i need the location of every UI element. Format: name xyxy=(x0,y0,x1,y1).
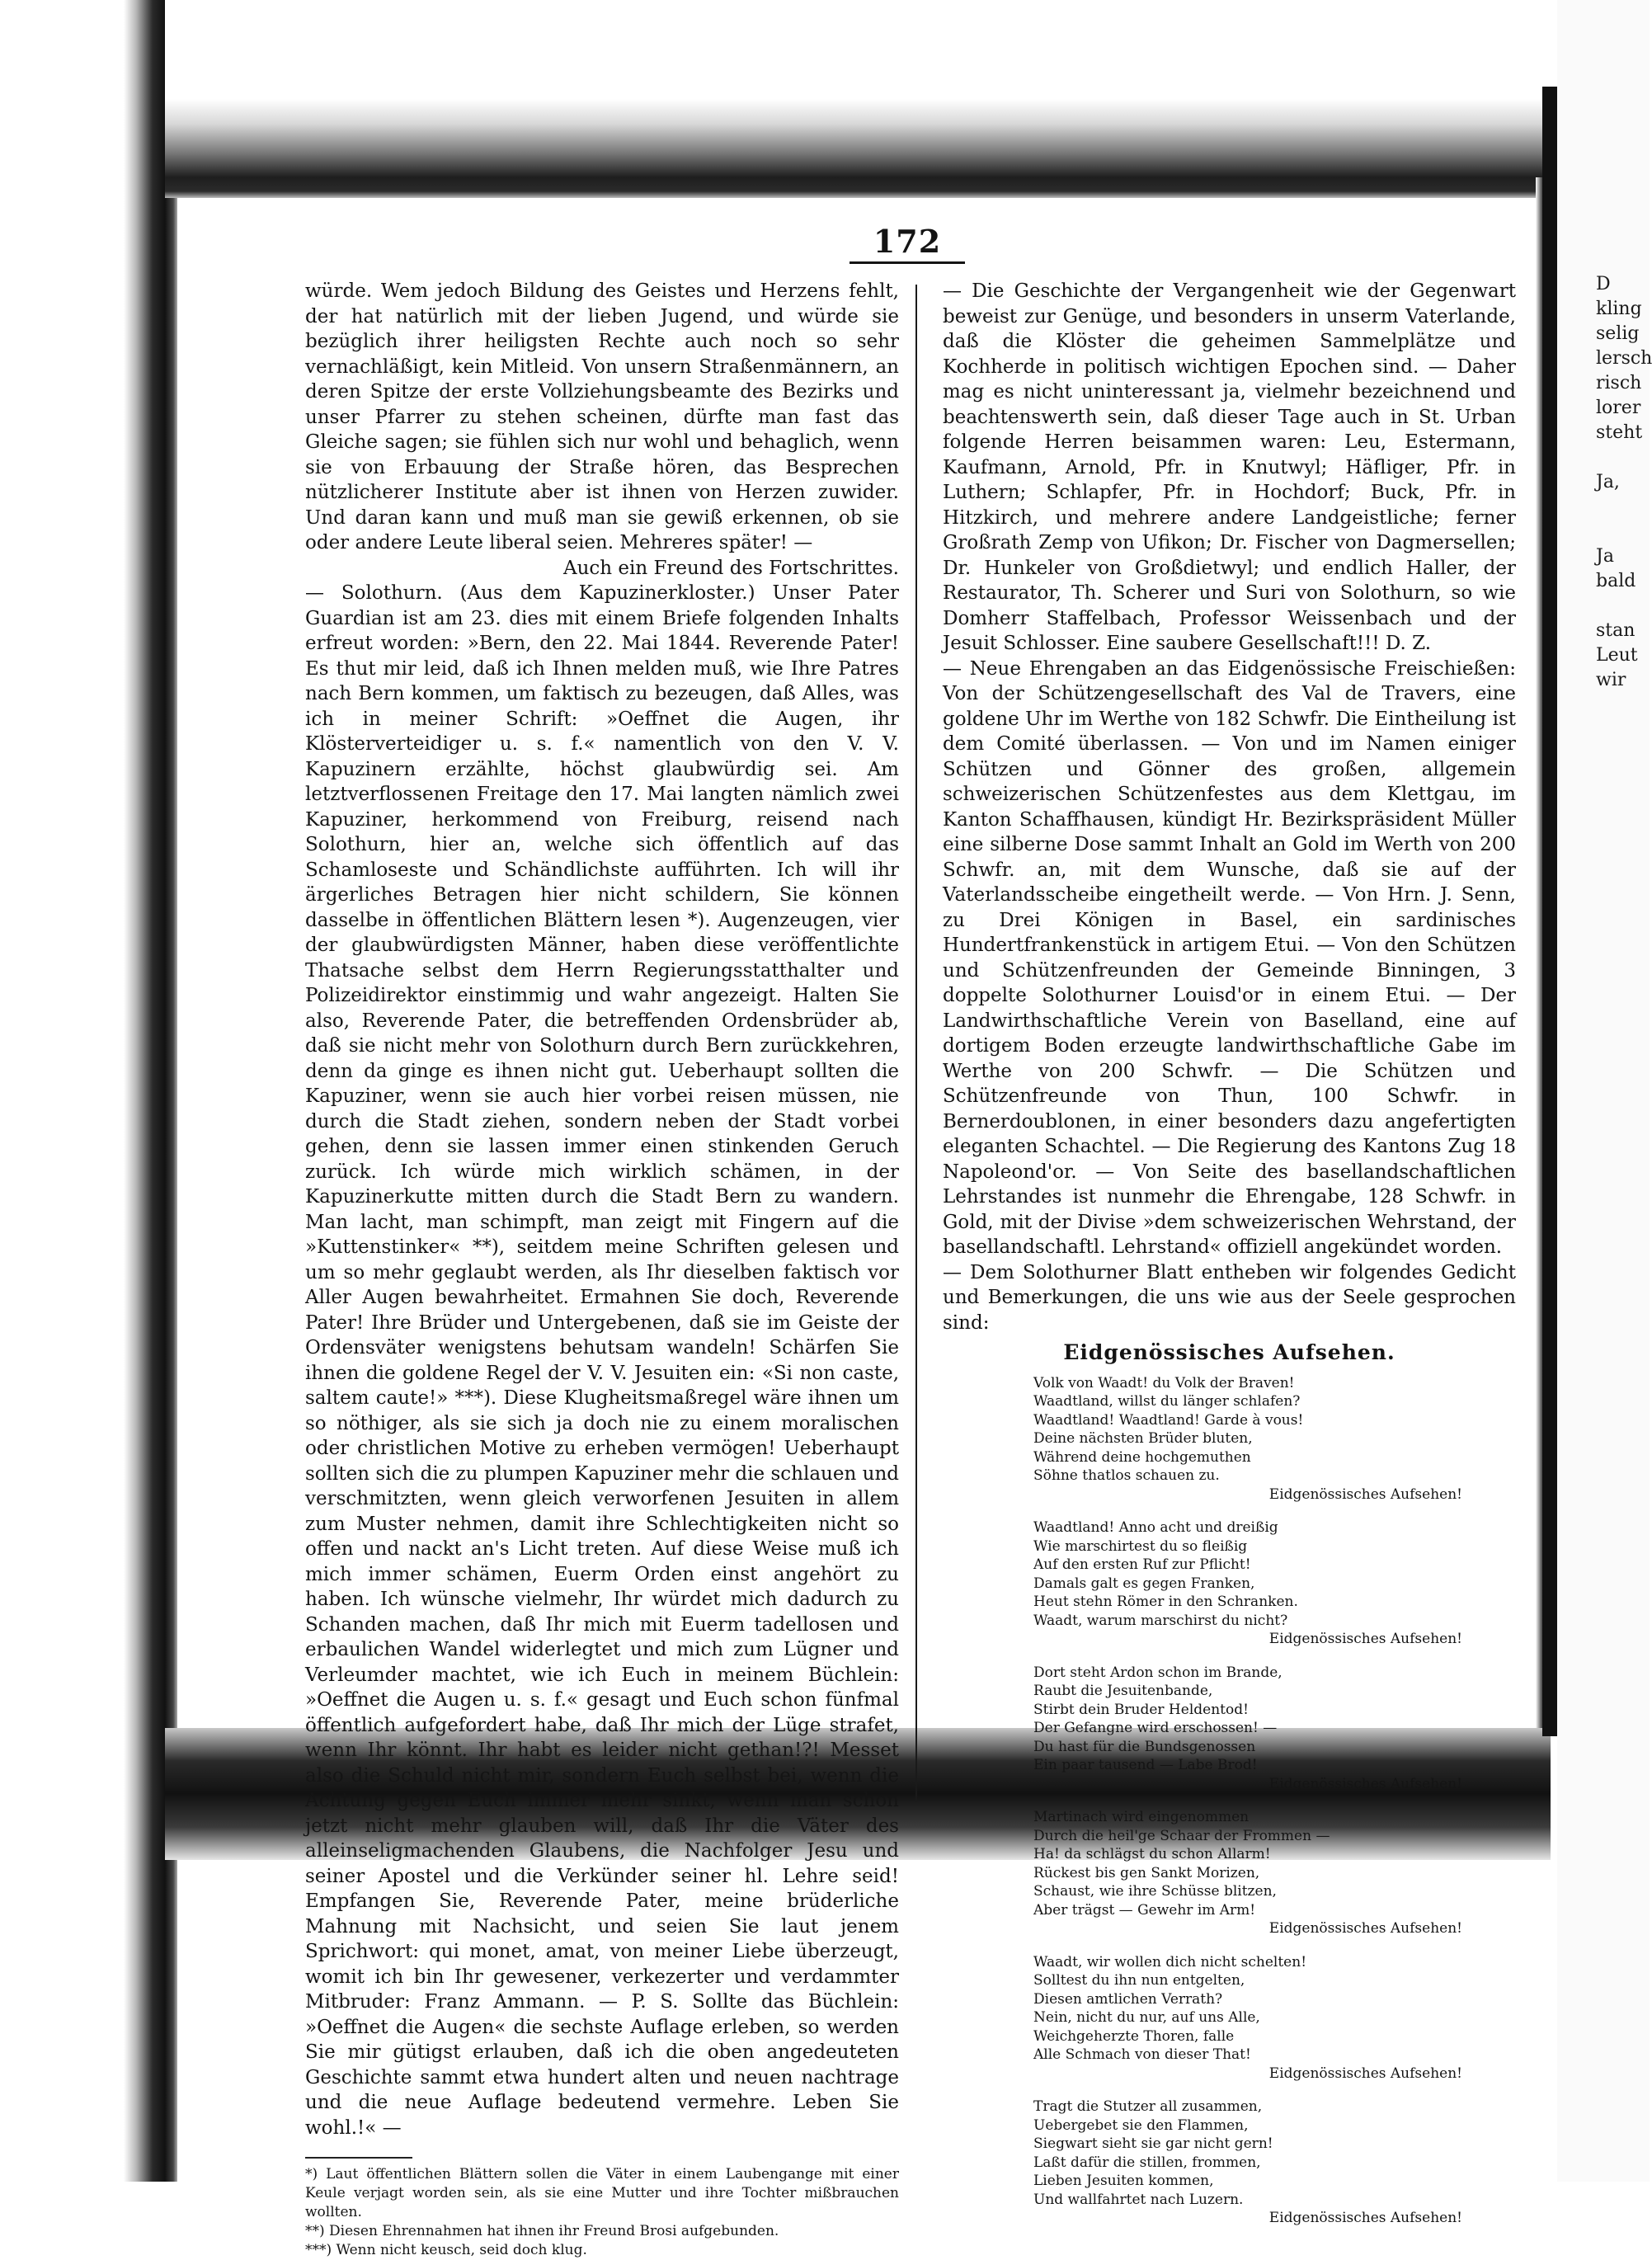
poem-stanza xyxy=(1033,1808,1516,1938)
article-signature: Auch ein Freund des Fortschrittes. xyxy=(562,557,899,579)
footnote: ***) Wenn nicht keusch, seid doch klug. xyxy=(305,2242,587,2258)
poem-line: Auf den ersten Ruf zur Pflicht! xyxy=(1033,1556,1251,1573)
poem-refrain: Eidgenössisches Aufsehen! xyxy=(1268,2210,1462,2226)
footnote-rule xyxy=(305,2157,412,2159)
binding-bar xyxy=(1542,87,1557,1736)
poem-line: Du hast für die Bundsgenossen xyxy=(1033,1738,1256,1755)
poem-line: Ein paar tausend — Labe Brod! xyxy=(1033,1757,1258,1773)
poem-line: Wie marschirtest du so fleißig xyxy=(1033,1537,1248,1555)
poem-line: Lieben Jesuiten kommen, xyxy=(1033,2173,1214,2189)
poem-line: Uebergebet sie den Flammen, xyxy=(1033,2116,1249,2134)
poem-line: Heut stehn Römer in den Schranken. xyxy=(1033,1594,1298,1610)
poem-stanza xyxy=(1033,1374,1516,1504)
fragment: stan xyxy=(1596,620,1636,641)
fragment: bald xyxy=(1596,571,1636,591)
fragment xyxy=(1596,445,1645,470)
poem-line: Volk von Waadt! du Volk der Braven! xyxy=(1033,1374,1295,1391)
fragment: Leut xyxy=(1596,645,1638,666)
fragment: wir xyxy=(1596,670,1626,690)
poem-line: Durch die heil'ge Schaar der Frommen — xyxy=(1033,1827,1330,1844)
poem-line: Und wallfahrtet nach Luzern. xyxy=(1033,2191,1244,2208)
fragment: steht xyxy=(1596,422,1643,443)
fragment xyxy=(1596,495,1645,520)
footnote: *) Laut öffentlichen Blättern sollen die Väter in einem Laubengange mit einer Keule verjagt worden sein, als sie eine Mutter und ihre Tochter mißbrauchen wollten. xyxy=(305,2166,899,2220)
poem-line: Aber trägst — Gewehr im Arm! xyxy=(1033,1901,1256,1919)
poem-line: Waadtland, willst du länger schlafen? xyxy=(1033,1393,1301,1410)
poem-stanza xyxy=(1033,2098,1516,2228)
poem-line: Siegwart sieht sie gar nicht gern! xyxy=(1033,2135,1273,2152)
poem-refrain: Eidgenössisches Aufsehen! xyxy=(1268,1631,1462,1647)
article-paragraph: — Dem Solothurner Blatt entheben wir folgendes Gedicht und Bemerkungen, die uns wie aus der Seele gesprochen sind: xyxy=(943,1261,1516,1334)
poem-line: Schaust, wie ihre Schüsse blitzen, xyxy=(1033,1883,1277,1900)
fragment: D xyxy=(1596,274,1611,294)
poem-line: Rückest bis gen Sankt Morizen, xyxy=(1033,1864,1260,1881)
poem-line: Der Gefangne wird erschossen! — xyxy=(1033,1720,1278,1736)
fragment: kling xyxy=(1596,299,1642,319)
top-scan-shadow xyxy=(165,0,1567,198)
poem-line: Ha! da schlägst du schon Allarm! xyxy=(1033,1846,1271,1862)
fragment xyxy=(1596,594,1645,619)
footnote: **) Diesen Ehrennahmen hat ihnen ihr Freund Brosi aufgebunden. xyxy=(305,2223,779,2239)
fragment: selig xyxy=(1596,323,1640,344)
poem-line: Alle Schmach von dieser That! xyxy=(1033,2046,1251,2063)
book-gutter-shadow xyxy=(0,0,177,2182)
poem-line: Stirbt dein Bruder Heldentod! xyxy=(1033,1701,1249,1718)
poem-line: Söhne thatlos schauen zu. xyxy=(1033,1467,1220,1484)
column-divider xyxy=(915,285,917,1802)
poem-refrain: Eidgenössisches Aufsehen! xyxy=(1268,2065,1462,2082)
poem-line: Damals galt es gegen Franken, xyxy=(1033,1575,1255,1592)
fragment: risch xyxy=(1596,373,1642,393)
poem-refrain: Eidgenössisches Aufsehen! xyxy=(1268,1775,1462,1792)
poem-refrain: Eidgenössisches Aufsehen! xyxy=(1268,1920,1462,1937)
poem-line: Deine nächsten Brüder bluten, xyxy=(1033,1430,1253,1447)
right-column xyxy=(943,279,1516,2226)
poem-line: Während deine hochgemuthen xyxy=(1033,1448,1251,1466)
poem-line: Nein, nicht du nur, auf uns Alle, xyxy=(1033,2009,1260,2026)
poem-line: Weichgeherzte Thoren, falle xyxy=(1033,2027,1235,2045)
fragment: lorer xyxy=(1596,398,1641,418)
article-paragraph: — Solothurn. (Aus dem Kapuzinerkloster.) Unser Pater Guardian ist am 23. dies mit einem Briefe folgenden Inhalts erfreut worden: »Bern, den 22. Mai 1844. Reverende Pater! Es thut mir leid, daß ich Ihnen melden muß, wie Ihre Patres nach Bern kommen, um faktisch zu bezeugen, daß Alles, was ich in meiner Schrift: »Oeffnet die Augen, ihr Klösterverteidiger u. s. f.« namentlich von den V. V. Kapuzinern erzählte, höchst glaubwürdig sei. Am letztverflossenen Freitage den 17. Mai langten nämlich zwei Kapuziner, herkommend von Freiburg, reisend nach Solothurn, hier an, welche sich öffentlich auf das Schamloseste und Schändlichste aufführten. Ich will ihr ärgerliches Betragen hier nicht schildern, Sie können dasselbe in öffentlichen Blättern lesen *). Augenzeugen, vier der glaubwürdigsten Männer, haben diese veröffentlichte Thatsache selbst dem Herrn Regierungsstatthalter und Polizeidirektor einstimmig und wahr angezeigt. Halten Sie also, Reverende Pater, die betreffenden Ordensbrüder ab, daß sie nicht mehr von Solothurn durch Bern zurückkehren, denn da ginge es ihnen nicht gut. Ueberhaupt sollten die Kapuziner, wenn sie auch hier vorbei reisen müssen, nie durch die Stadt ziehen, sondern neben der Stadt vorbei gehen, denn sie lassen immer einen stinkenden Geruch zurück. Ich würde mich wirklich schämen, in der Kapuzinerkutte mitten durch die Stadt Bern zu wandern. Man lacht, man schimpft, man zeigt mit Fingern auf die »Kuttenstinker« **), seitdem meine Schriften gelesen und um so mehr geglaubt werden, als Ihr dieselben faktisch vor Aller Augen bewahrheitet. Ermahnen Sie doch, Reverende Pater! Ihre Brüder und Untergebenen, daß sie im Geiste der Ordensväter wenigstens behutsam wandeln! Schärfen Sie ihnen die goldene Regel der V. V. Jesuiten ein: «Si non caste, saltem caute!» ***). Diese Klugheitsmaßregel wäre ihnen um so nöthiger, als sie sich ja doch nie zu einem moralischen oder christlichen Motive zu erheben vermögen! Ueberhaupt sollten sich die zu plumpen Kapuziner mehr die schlauen und verschmitzten, wenn gleich verworfenen Jesuiten in allem zum Muster nehmen, damit ihre Schlechtigkeiten nicht so offen und nackt an's Licht treten. Auf diese Weise muß ich mich immer schämen, Euerm Orden einst angehört zu haben. Ich wünsche vielmehr, Ihr würdet mich dadurch zu Schanden machen, daß Ihr mich mit Euerm tadellosen und erbaulichen Wandel widerlegtet und mich zum Lügner und Verleumder machtet, wie ich Euch in meinem Büchlein: »Oeffnet die Augen u. s. f.« gesagt und Euch schon fünfmal öffentlich aufgefordert habe, daß Ihr mich der Lüge strafet, wenn Ihr könnt. Ihr habt es leider nicht gethan!?! Messet also die Schuld nicht mir, sondern Euch selbst bei, wenn die Achtung gegen Euch immer mehr sinkt, wenn man schon jetzt nicht mehr glauben will, daß Ihr die Väter des alleinseligmachenden Glaubens, die Nachfolger Jesu und seiner Apostel und die Verkünder seiner hl. Lehre seid! Empfangen Sie, Reverende Pater, meine brüderliche Mahnung mit Nachsicht, und seien Sie laut jenem Sprichwort: qui monet, amat, von meiner Liebe überzeugt, womit ich bin Ihr gewesener, verkezerter und verdammter Mitbruder: Franz Ammann. — P. S. Sollte das Büchlein: »Oeffnet die Augen« die sechste Auflage erleben, so werden Sie mir gütigst erlauben, daß ich die oben angedeuteten Geschichte sammt etwa hundert alten und neuen nachtrage und die neue Auflage bedeutend vermehre. Leben Sie wohl.!« — xyxy=(305,582,899,2139)
article-paragraph: — Neue Ehrengaben an das Eidgenössische Freischießen: Von der Schützengesellschaft des Val de Travers, eine goldene Uhr im Werthe von 182 Schwfr. Die Eintheilung ist dem Comité überlassen. — Von und im Namen einiger Schützen und Gönner des großen, allgemein schweizerischen Schützenfestes aus dem Klettgau, im Kanton Schaffhausen, kündigt Hr. Bezirkspräsident Müller eine silberne Dose sammt Inhalt an Gold im Werth von 200 Schwfr. an, mit dem Wunsche, daß sie auf der Vaterlandsscheibe eingetheilt werde. — Von Hrn. J. Senn, zu Drei Königen in Basel, ein sardinisches Hundertfrankenstück in artigem Etui. — Von den Schützen und Schützenfreunden der Gemeinde Binningen, 3 doppelte Solothurner Louisd'or in einem Etui. — Der Landwirthschaftliche Verein von Baselland, eine auf dortigem Boden erzeugte landwirthschaftliche Gabe im Werthe von 200 Schwfr. — Die Schützen und Schützenfreunde von Thun, 100 Schwfr. in Bernerdoublonen, in einer besonders dazu angefertigten eleganten Schachtel. — Die Regierung des Kantons Zug 18 Napoleond'or. — Von Seite des basellandschaftlichen Lehrstandes ist nunmehr die Ehrengabe, 128 Schwfr. in Gold, mit der Divise »dem schweizerischen Wehrstand, der basellandschaftl. Lehrstand« offiziell angekündet worden. xyxy=(943,657,1516,1258)
fragment: Ja xyxy=(1596,546,1614,567)
poem-line: Raubt die Jesuitenbande, xyxy=(1033,1683,1213,1699)
poem-line: Waadtland! Anno acht und dreißig xyxy=(1033,1519,1278,1536)
fragment xyxy=(1596,520,1645,544)
page-number: 172 xyxy=(850,223,965,264)
poem-line: Waadt, warum marschirst du nicht? xyxy=(1033,1612,1288,1629)
fragment: Ja, xyxy=(1596,472,1620,492)
poem-line: Solltest du ihn nun entgelten, xyxy=(1033,1972,1245,1989)
poem-line: Dort steht Ardon schon im Brande, xyxy=(1033,1664,1283,1681)
poem-stanza xyxy=(1033,1664,1516,1794)
poem-refrain: Eidgenössisches Aufsehen! xyxy=(1268,1485,1462,1503)
left-column xyxy=(305,279,899,2258)
poem-line: Laßt dafür die stillen, frommen, xyxy=(1033,2154,1261,2171)
poem-line: Waadt, wir wollen dich nicht schelten! xyxy=(1033,1953,1307,1970)
article-paragraph: würde. Wem jedoch Bildung des Geistes und Herzens fehlt, der hat natürlich mit der lieben Jugend, und würde sie bezüglich ihrer heiligsten Rechte auch noch so sehr vernachläßigt, kein Mitleid. Von unsern Straßenmännern, an deren Spitze der erste Vollziehungsbeamte des Bezirks und unser Pfarrer zu stehen scheinen, dürfte man fast das Gleiche sagen; sie fühlen sich nur wohl und behaglich, wenn sie von Erbauung der Straße hören, das Besprechen nützlicherer Institute aber ist ihnen von Herzen zuwider. Und daran kann und muß man sie gewiß erkennen, ob sie oder andere Leute liberal seien. Mehreres später! — xyxy=(305,280,899,553)
poem-title: Eidgenössisches Aufsehen. xyxy=(1063,1340,1395,1364)
poem-line: Waadtland! Waadtland! Garde à vous! xyxy=(1033,1411,1304,1429)
next-page-text-fragments xyxy=(1596,272,1652,693)
poem-line: Martinach wird eingenommen xyxy=(1033,1809,1250,1825)
fragment: lersch xyxy=(1596,348,1652,369)
poem-line: Diesen amtlichen Verrath? xyxy=(1033,1990,1223,2008)
poem-stanza xyxy=(1033,1953,1516,2083)
article-paragraph: — Die Geschichte der Vergangenheit wie der Gegenwart beweist zur Genüge, und besonders in unserm Vaterlande, daß die Klöster die geheimen Sammelplätze und Kochherde in politisch wichtigen Epochen sind. — Daher mag es nicht uninteressant ja, vielmehr bezeichnend und beachtenswerth sein, daß dieser Tage auch in St. Urban folgende Herren beisammen waren: Leu, Estermann, Kaufmann, Arnold, Pfr. in Knutwyl; Häfliger, Pfr. in Luthern; Schlapfer, Pfr. in Hochdorf; Buck, Pfr. in Hitzkirch, und mehrere andere Landgeistliche; ferner Großrath Zemp von Ufikon; Dr. Fischer von Dagmersellen; Dr. Hunkeler von Großdietwyl; und endlich Haller, der Restaurator, Th. Scherer und Suri von Solothurn, so wie Domherr Staffelbach, Professor Weissenbach und der Jesuit Schlosser. Eine saubere Gesellschaft!!! D. Z. xyxy=(943,280,1516,654)
poem-line: Tragt die Stutzer all zusammen, xyxy=(1033,2098,1263,2115)
poem-stanza xyxy=(1033,1518,1516,1649)
